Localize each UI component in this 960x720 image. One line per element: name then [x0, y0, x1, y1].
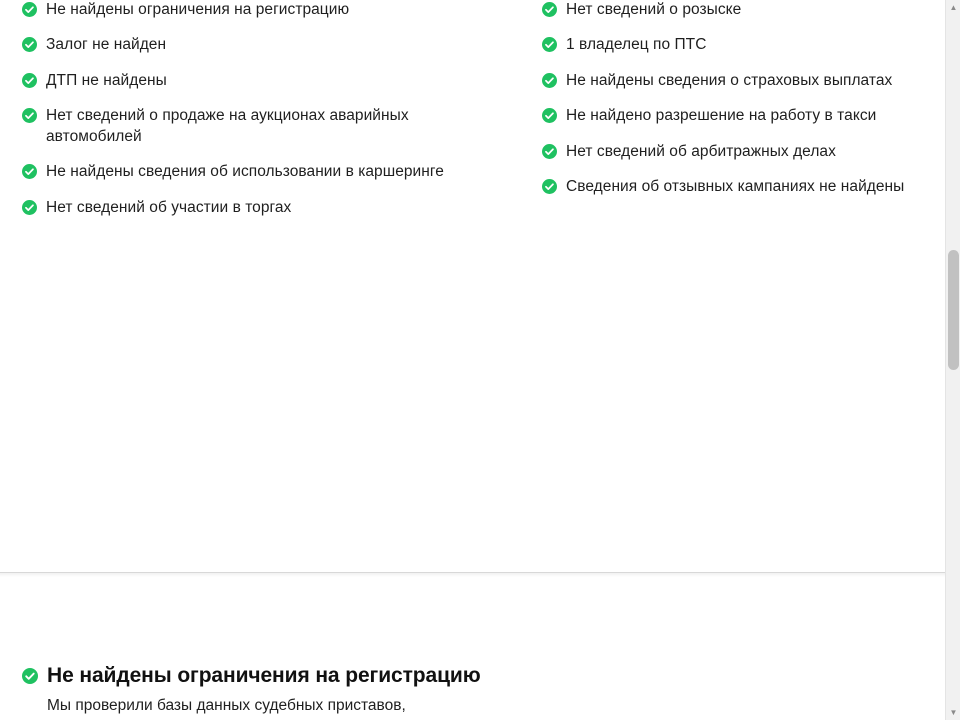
- list-item[interactable]: [542, 177, 938, 197]
- check-circle-icon: [542, 108, 557, 123]
- check-circle-icon: [22, 108, 37, 123]
- check-label: Нет сведений о продаже на аукционах аварийных автомобилей: [46, 107, 409, 145]
- list-item[interactable]: [22, 162, 456, 182]
- check-label: Нет сведений об участии в торгах: [46, 198, 292, 216]
- list-item[interactable]: [22, 0, 456, 20]
- check-label: Сведения об отзывных кампаниях не найдены: [566, 178, 905, 196]
- check-label: 1 владелец по ПТС: [566, 36, 707, 54]
- list-item[interactable]: [542, 35, 938, 55]
- list-item[interactable]: [542, 106, 938, 126]
- page-title: Не найдены ограничения на регистрацию: [47, 664, 481, 687]
- check-label: Нет сведений о розыске: [566, 1, 742, 18]
- check-circle-icon: [542, 144, 557, 159]
- detail-description: Мы проверили базы данных судебных приставов,: [47, 697, 406, 714]
- section-divider-shadow: [0, 573, 960, 577]
- checks-column-right: [480, 0, 938, 233]
- check-circle-icon: [22, 200, 37, 215]
- check-circle-icon: [22, 2, 37, 17]
- list-item[interactable]: [22, 35, 456, 55]
- check-circle-icon: [542, 2, 557, 17]
- check-label: Нет сведений об арбитражных делах: [566, 142, 836, 160]
- scrollbar-thumb[interactable]: [948, 250, 959, 370]
- list-item[interactable]: [22, 71, 456, 91]
- check-label: Не найдены ограничения на регистрацию: [46, 1, 350, 18]
- check-label: ДТП не найдены: [46, 71, 167, 89]
- check-circle-icon: [22, 164, 37, 179]
- check-label: Не найдены сведения об использовании в каршеринге: [46, 163, 444, 181]
- check-circle-icon: [542, 73, 557, 88]
- check-circle-icon: [542, 179, 557, 194]
- list-item[interactable]: [542, 142, 938, 162]
- checks-column-left: [22, 0, 480, 233]
- list-item[interactable]: [22, 106, 456, 147]
- vertical-scrollbar[interactable]: [945, 0, 960, 720]
- check-circle-icon: [22, 73, 37, 88]
- check-circle-icon: [22, 37, 37, 52]
- check-circle-icon: [542, 37, 557, 52]
- list-item[interactable]: [542, 71, 938, 91]
- list-item[interactable]: [22, 198, 456, 218]
- detail-section: [22, 664, 922, 717]
- scroll-up-arrow-icon[interactable]: ▲: [949, 3, 958, 12]
- checks-summary: [0, 0, 960, 233]
- scroll-down-arrow-icon[interactable]: ▼: [949, 708, 958, 717]
- check-circle-icon: [22, 668, 38, 684]
- check-label: Не найдены сведения о страховых выплатах: [566, 71, 893, 89]
- list-item[interactable]: [542, 0, 938, 20]
- detail-header: [22, 664, 922, 688]
- check-label: Не найдено разрешение на работу в такси: [566, 107, 877, 125]
- check-label: Залог не найден: [46, 36, 167, 54]
